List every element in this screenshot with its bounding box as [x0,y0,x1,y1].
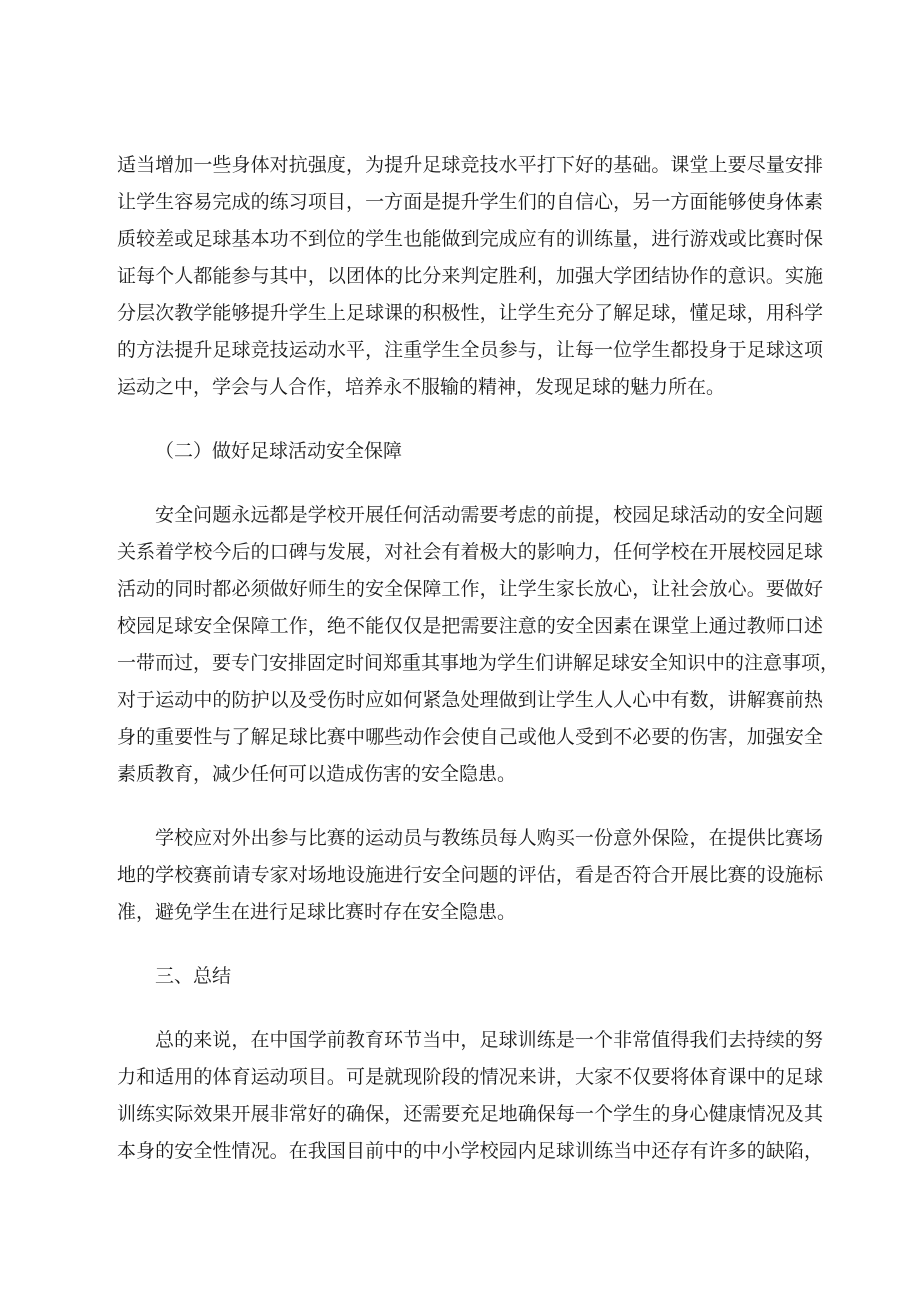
paragraph-gap [117,931,823,958]
paragraph-gap [117,793,823,820]
paragraph-gap [117,406,823,433]
text-line: 适当增加一些身体对抗强度，为提升足球竞技水平打下好的基础。课堂上要尽量安排 [117,154,823,176]
paragraph-1 [117,147,823,406]
section-heading-3: 三、总结 [155,965,232,987]
text-line: 活动的同时都必须做好师生的安全保障工作，让学生家长放心，让社会放心。要做好 [117,578,823,600]
text-line: 让学生容易完成的练习项目，一方面是提升学生们的自信心，另一方面能够使身体素 [117,191,823,213]
paragraph-gap [117,470,823,497]
text-line: 的方法提升足球竞技运动水平，注重学生全员参与，让每一位学生都投身于足球这项 [117,339,823,361]
text-line: 力和适用的体育运动项目。可是就现阶段的情况来讲，大家不仅要将体育课中的足球 [117,1066,823,1088]
text-line: 运动之中，学会与人合作，培养永不服输的精神，发现足球的魅力所在。 [117,376,726,398]
document-body [117,147,840,1170]
text-line: 安全问题永远都是学校开展任何活动需要考虑的前提，校园足球活动的安全问题 [155,504,823,526]
text-line: 地的学校赛前请专家对场地设施进行安全问题的评估，看是否符合开展比赛的设施标 [117,864,823,886]
paragraph-4 [117,1022,823,1170]
text-line: 对于运动中的防护以及受伤时应如何紧急处理做到让学生人人心中有数，讲解赛前热 [117,689,823,711]
section-heading-2: （二）做好足球活动安全保障 [155,440,403,462]
paragraph-2 [117,497,840,793]
text-line: 本身的安全性情况。在我国目前中的中小学校园内足球训练当中还存有许多的缺陷， [117,1140,823,1162]
text-line: 总的来说，在中国学前教育环节当中，足球训练是一个非常值得我们去持续的努 [155,1029,823,1051]
text-line: 训练实际效果开展非常好的确保，还需要充足地确保每一个学生的身心健康情况及其 [117,1103,823,1125]
text-line: 质较差或足球基本功不到位的学生也能做到完成应有的训练量，进行游戏或比赛时保 [117,228,823,250]
text-line: 学校应对外出参与比赛的运动员与教练员每人购买一份意外保险，在提供比赛场 [155,827,823,849]
text-line: 校园足球安全保障工作，绝不能仅仅是把需要注意的安全因素在课堂上通过教师口述 [117,615,823,637]
text-line: 身的重要性与了解足球比赛中哪些动作会使自己或他人受到不必要的伤害，加强安全 [117,726,823,748]
text-line: 准，避免学生在进行足球比赛时存在安全隐患。 [117,901,517,923]
paragraph-3 [117,820,823,931]
text-line: 证每个人都能参与其中，以团体的比分来判定胜利，加强大学团结协作的意识。实施 [117,265,823,287]
paragraph-gap [117,995,823,1022]
text-line: 关系着学校今后的口碑与发展，对社会有着极大的影响力，任何学校在开展校园足球 [117,541,823,563]
text-line: 分层次教学能够提升学生上足球课的积极性，让学生充分了解足球，懂足球，用科学 [117,302,823,324]
text-line: 素质教育，减少任何可以造成伤害的安全隐患。 [117,763,517,785]
text-line: 一带而过，要专门安排固定时间郑重其事地为学生们讲解足球安全知识中的注意事项， [117,652,840,674]
